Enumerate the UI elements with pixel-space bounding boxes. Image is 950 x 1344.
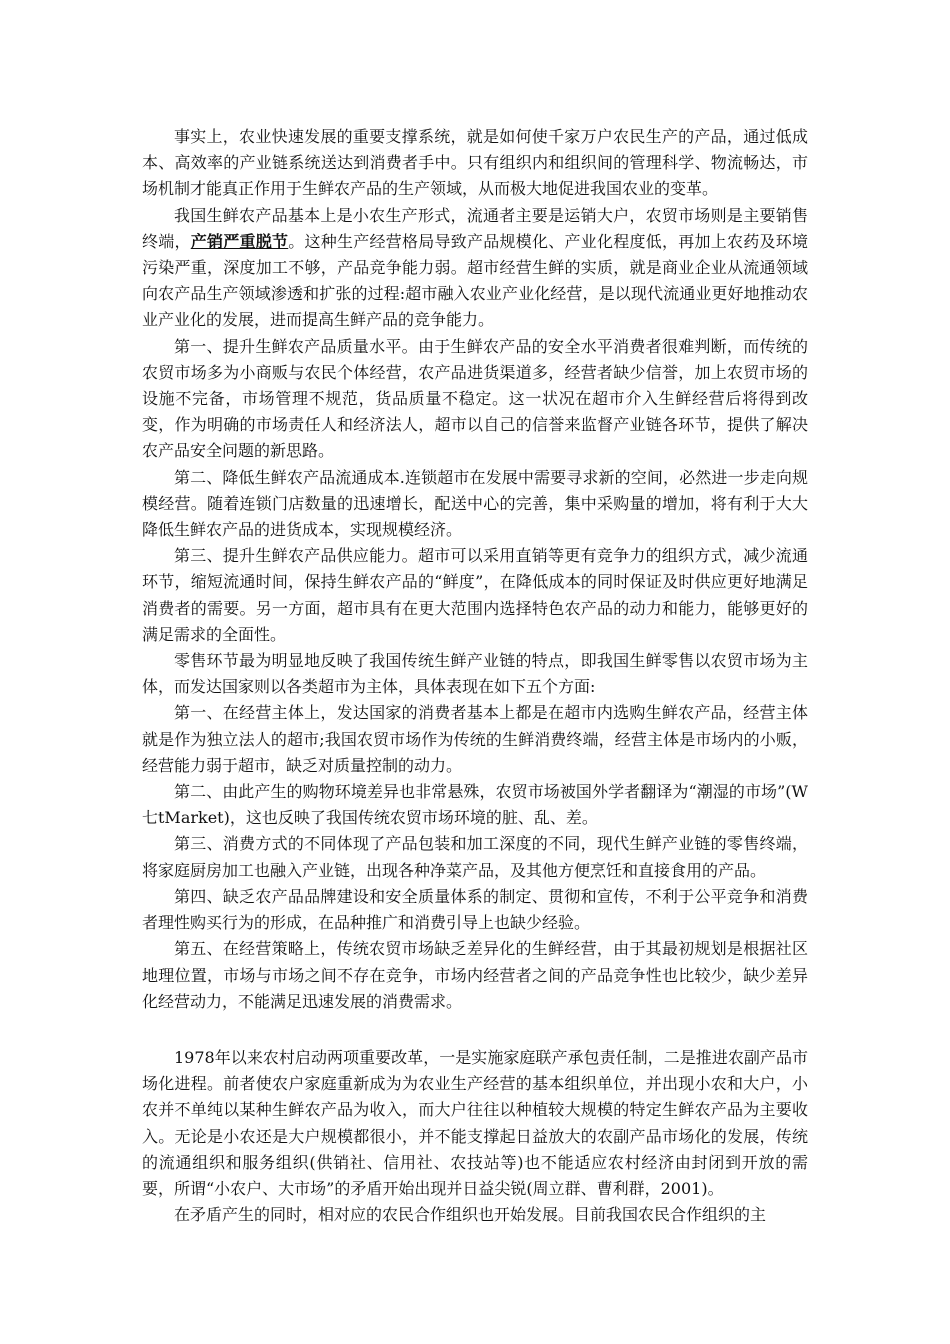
paragraph-2-text-after: 。这种生产经营格局导致产品规模化、产业化程度低，再加上农药及环境污染严重，深度加工不够，产品竞争能力弱。超市经营生鲜的实质，就是商业企业从流通领域向农产品生产领域渗透和扩张的过程:超市融入农业产业化经营，是以现代流通业更好地推动农业产业化的发展，进而提高生鲜产品的竞争能力。 bbox=[142, 231, 808, 330]
paragraph-2-text-before: 我国生鲜农产品基本上是小农生产形式，流通者主要是运销大户，农贸市场则是主要销售终端， bbox=[142, 205, 808, 251]
section-gap bbox=[142, 1015, 808, 1045]
paragraph-9: 第三、消费方式的不同体现了产品包装和加工深度的不同，现代生鲜产业链的零售终端，将家庭厨房加工也融入产业链，出现各种净菜产品，及其他方便烹饪和直接食用的产品。 bbox=[142, 834, 808, 880]
paragraph-4: 第二、降低生鲜农产品流通成本.连锁超市在发展中需要寻求新的空间，必然进一步走向规模经营。随着连锁门店数量的迅速增长，配送中心的完善，集中采购量的增加，将有利于大大降低生鲜农产品的进货成本，实现规模经济。 bbox=[142, 467, 808, 540]
paragraph-1: 事实上，农业快速发展的重要支撑系统，就是如何使千家万户农民生产的产品，通过低成本、高效率的产业链系统送达到消费者手中。只有组织内和组织间的管理科学、物流畅达，市场机制才能真正作用于生鲜农产品的生产领域，从而极大地促进我国农业的变革。 bbox=[142, 127, 808, 199]
emphasis-text: 产销严重脱节 bbox=[190, 231, 289, 251]
paragraph-2 bbox=[142, 203, 808, 334]
paragraph-6: 零售环节最为明显地反映了我国传统生鲜产业链的特点，即我国生鲜零售以农贸市场为主体，而发达国家则以各类超市为主体，具体表现在如下五个方面: bbox=[142, 651, 808, 697]
document-body bbox=[142, 124, 808, 1228]
paragraph-10: 第四、缺乏农产品品牌建设和安全质量体系的制定、贯彻和宣传，不利于公平竞争和消费者理性购买行为的形成，在品种推广和消费引导上也缺少经验。 bbox=[142, 886, 808, 933]
paragraph-8: 第二、由此产生的购物环境差异也非常悬殊，农贸市场被国外学者翻译为“潮湿的市场”(W七tMarket)，这也反映了我国传统农贸市场环境的脏、乱、差。 bbox=[142, 782, 808, 828]
paragraph-11: 第五、在经营策略上，传统农贸市场缺乏差异化的生鲜经营，由于其最初规划是根据社区地理位置，市场与市场之间不存在竞争，市场内经营者之间的产品竞争性也比较少，缺少差异化经营动力，不能满足迅速发展的消费需求。 bbox=[142, 939, 808, 1011]
paragraph-5: 第三、提升生鲜农产品供应能力。超市可以采用直销等更有竞争力的组织方式，减少流通环节，缩短流通时间，保持生鲜农产品的“鲜度”，在降低成本的同时保证及时供应更好地满足消费者的需要。另一方面，超市具有在更大范围内选择特色农产品的动力和能力，能够更好的满足需求的全面性。 bbox=[142, 546, 808, 644]
paragraph-3: 第一、提升生鲜农产品质量水平。由于生鲜农产品的安全水平消费者很难判断，而传统的农贸市场多为小商贩与农民个体经营，农产品进货渠道多，经营者缺少信誉，加上农贸市场的设施不完备，市场管理不规范，货品质量不稳定。这一状况在超市介入生鲜经营后将得到改变，作为明确的市场责任人和经济法人，超市以自己的信誉来监督产业链各环节，提供了解决农产品安全问题的新思路。 bbox=[142, 336, 808, 461]
paragraph-12: 1978年以来农村启动两项重要改革，一是实施家庭联产承包责任制，二是推进农副产品市场化进程。前者使农户家庭重新成为为农业生产经营的基本组织单位，并出现小农和大户，小农并不单纯以某种生鲜农产品为收入，而大户往往以种植较大规模的特定生鲜农产品为主要收入。无论是小农还是大户规模都很小，并不能支撑起日益放大的农副产品市场化的发展，传统的流通组织和服务组织(供销社、信用社、农技站等)也不能适应农村经济由封闭到开放的需要，所谓“小农户、大市场”的矛盾开始出现并日益尖锐(周立群、曹利群，2001)。 bbox=[142, 1047, 808, 1198]
paragraph-7: 第一、在经营主体上，发达国家的消费者基本上都是在超市内选购生鲜农产品，经营主体就是作为独立法人的超市;我国农贸市场作为传统的生鲜消费终端，经营主体是市场内的小贩，经营能力弱于超市，缺乏对质量控制的动力。 bbox=[142, 703, 808, 775]
paragraph-13: 在矛盾产生的同时，相对应的农民合作组织也开始发展。目前我国农民合作组织的主 bbox=[174, 1205, 767, 1225]
